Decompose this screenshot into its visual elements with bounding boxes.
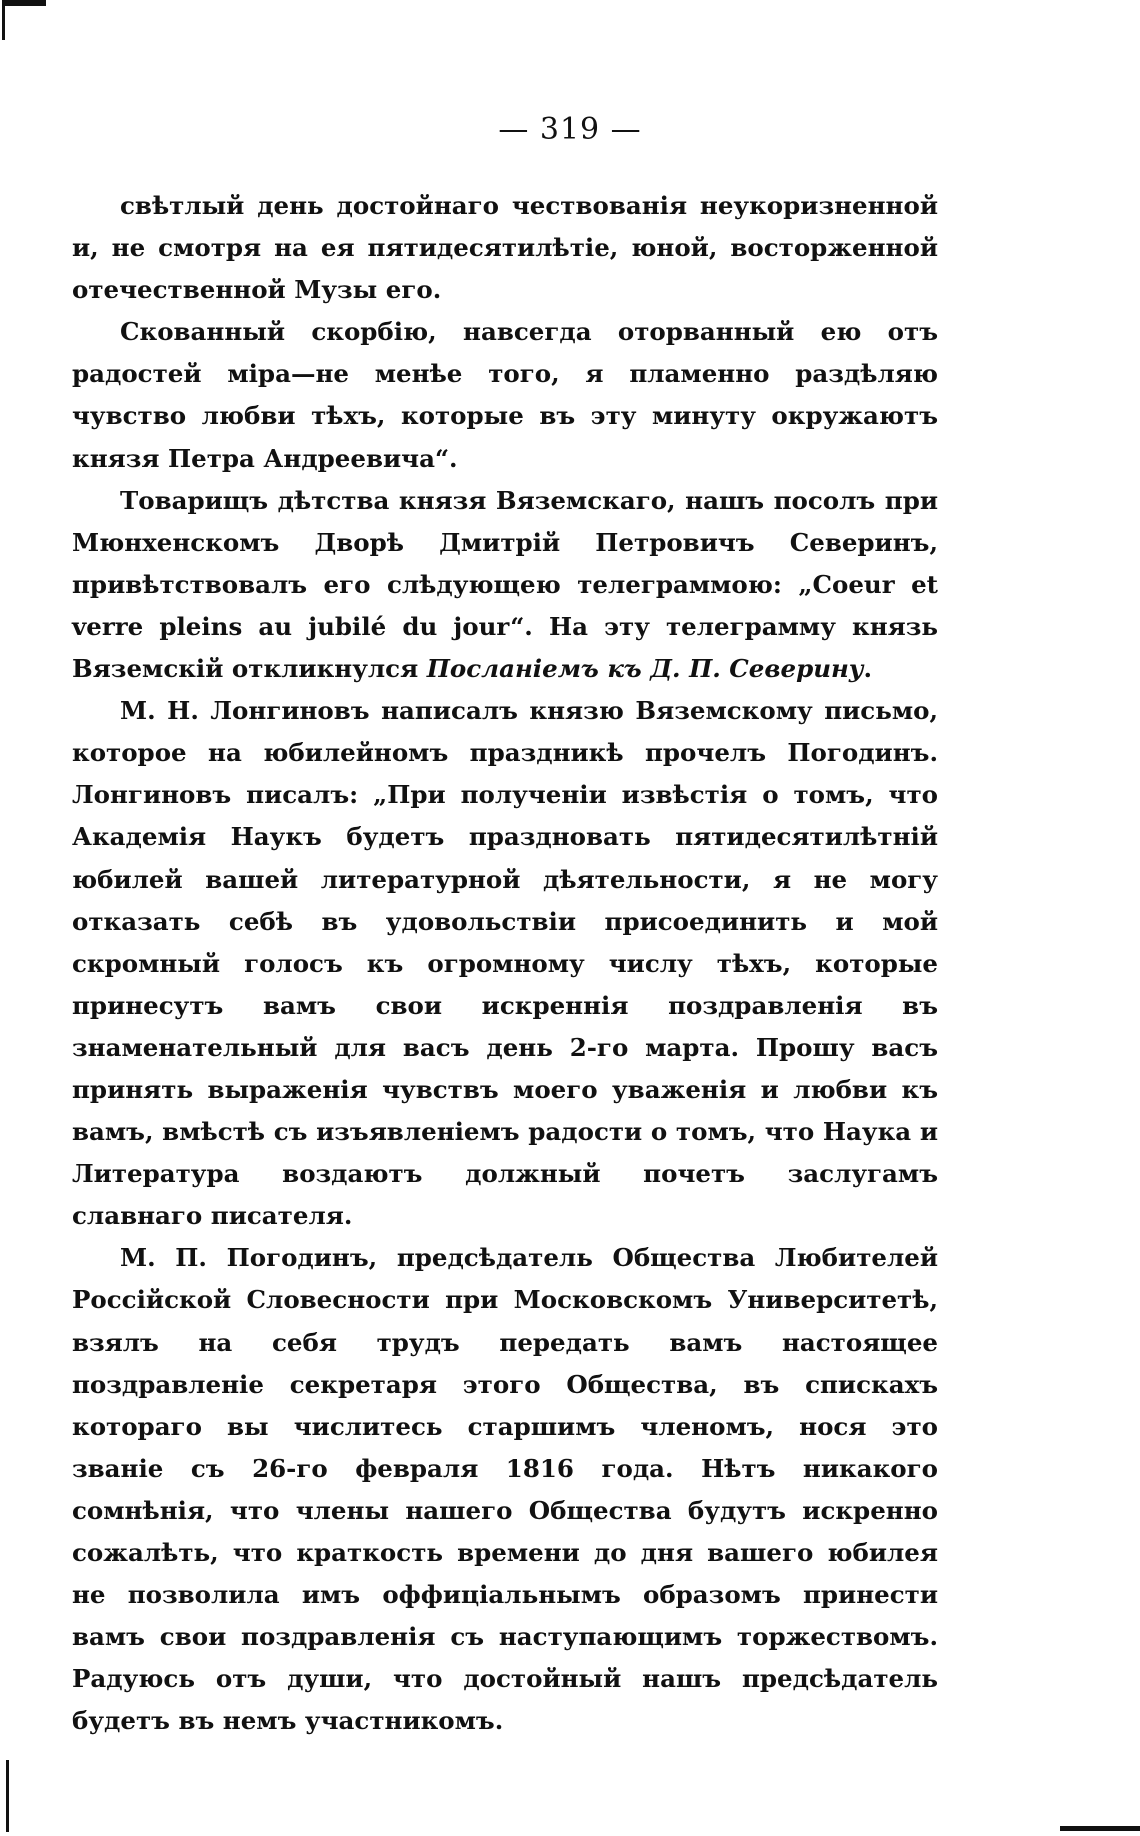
paragraph-3-text: Товарищъ дѣтства князя Вяземскаго, нашъ посолъ при Мюнхенскомъ Дворѣ Дмитрій Петровичъ Северинъ, привѣтствовалъ его слѣдующею телеграммою: „Coeur et verre pleins au jubilé du jour“. На эту телеграмму князь Вяземскій откликнулся xyxy=(72,485,938,684)
scan-mark-bottom-left xyxy=(6,1760,9,1832)
body-text xyxy=(72,185,938,1742)
paragraph-4: М. Н. Лонгиновъ написалъ князю Вяземскому письмо, которое на юбилейномъ праздникѣ прочелъ Погодинъ. Лонгиновъ писалъ: „При полученіи извѣстія о томъ, что Академія Наукъ будетъ праздновать пятидесятилѣтній юбилей вашей литературной дѣятельности, я не могу отказать себѣ въ удовольствіи присоединить и мой скромный голосъ къ огромному числу тѣхъ, которые принесутъ вамъ свои искреннія поздравленія въ знаменательный для васъ день 2-го марта. Прошу васъ принять выраженія чувствъ моего уваженія и любви къ вамъ, вмѣстѣ съ изъявленіемъ радости о томъ, что Наука и Литература воздаютъ должный почетъ заслугамъ славнаго писателя. xyxy=(72,696,938,1231)
paragraph-3 xyxy=(72,480,938,690)
paragraph-5: М. П. Погодинъ, предсѣдатель Общества Любителей Россійской Словесности при Московскомъ Университетѣ, взялъ на себя трудъ передать вамъ настоящее поздравленіе секретаря этого Общества, въ спискахъ котораго вы числитесь старшимъ членомъ, нося это званіе съ 26-го февраля 1816 года. Нѣтъ никакого сомнѣнія, что члены нашего Общества будутъ искренно сожалѣть, что краткость времени до дня вашего юбилея не позволила имъ оффиціальнымъ образомъ принести вамъ свои поздравленія съ наступающимъ торжествомъ. Радуюсь отъ души, что достойный нашъ предсѣдатель будетъ въ немъ участникомъ. xyxy=(72,1243,938,1736)
scan-mark-left-edge xyxy=(2,0,5,40)
paragraph-2: Скованный скорбію, навсегда оторванный ею отъ радостей міра—не менѣе того, я пламенно раздѣляю чувство любви тѣхъ, которые въ эту минуту окружаютъ князя Петра Андреевича“. xyxy=(72,317,938,473)
scan-mark-bottom-right xyxy=(1060,1826,1140,1831)
paragraph-3-end: . xyxy=(863,654,873,684)
epistle-title: Посланіемъ къ Д. П. Северину xyxy=(426,654,864,684)
page-number: — 319 — xyxy=(498,112,642,147)
paragraph-1: свѣтлый день достойнаго чествованія неукоризненной и, не смотря на ея пятидесятилѣтіе, юной, восторженной отечественной Музы его. xyxy=(72,191,938,305)
scan-mark-top-left xyxy=(2,0,46,6)
